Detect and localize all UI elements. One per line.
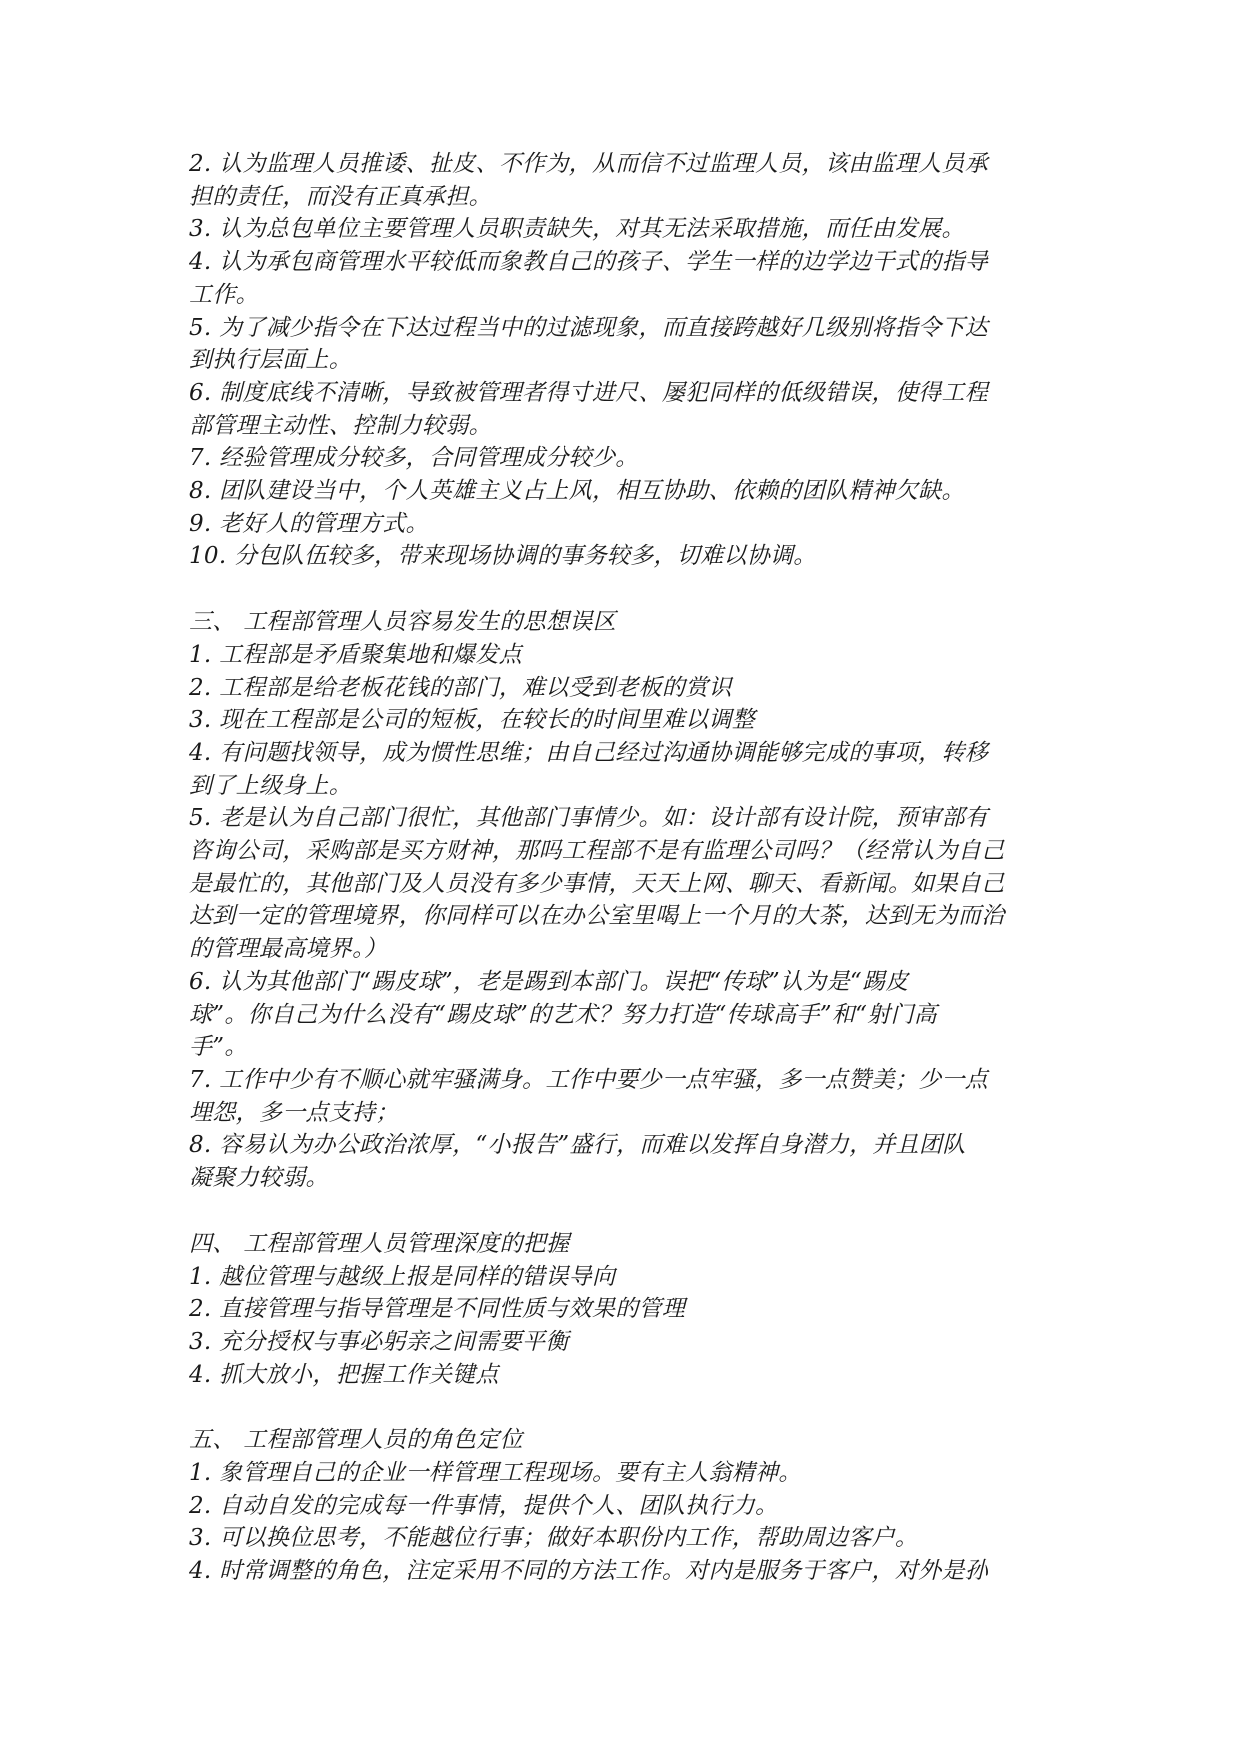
text-line: 2. 工程部是给老板花钱的部门，难以受到老板的赏识 bbox=[189, 674, 732, 701]
text-line: 1. 象管理自己的企业一样管理工程现场。要有主人翁精神。 bbox=[189, 1460, 802, 1487]
text-line: 达到一定的管理境界，你同样可以在办公室里喝上一个月的大茶，达到无为而治 bbox=[189, 903, 1005, 930]
text-line: 到执行层面上。 bbox=[189, 347, 353, 374]
paragraph-gap bbox=[189, 1195, 1059, 1228]
text-line: 部管理主动性、控制力较弱。 bbox=[189, 412, 492, 439]
text-line: 的管理最高境界。） bbox=[189, 936, 388, 963]
section-3 bbox=[189, 606, 1059, 1195]
text-line: 1. 越位管理与越级上报是同样的错误导向 bbox=[189, 1263, 616, 1290]
text-line: 是最忙的，其他部门及人员没有多少事情，天天上网、聊天、看新闻。如果自己 bbox=[189, 870, 1005, 897]
text-line: 3. 现在工程部是公司的短板，在较长的时间里难以调整 bbox=[189, 707, 756, 734]
text-line: 8. 容易认为办公政治浓厚，“小报告”盛行，而难以发挥自身潜力，并且团队 bbox=[189, 1132, 966, 1159]
paragraph-gap bbox=[189, 573, 1059, 606]
text-line: 5. 为了减少指令在下达过程当中的过滤现象，而直接跨越好几级别将指令下达 bbox=[189, 314, 989, 341]
text-line: 10. 分包队伍较多，带来现场协调的事务较多，切难以协调。 bbox=[189, 543, 817, 570]
paragraph-gap bbox=[189, 1391, 1059, 1424]
text-line: 2. 直接管理与指导管理是不同性质与效果的管理 bbox=[189, 1296, 686, 1323]
text-line: 7. 经验管理成分较多，合同管理成分较少。 bbox=[189, 445, 639, 472]
text-line: 4. 抓大放小，把握工作关键点 bbox=[189, 1361, 499, 1388]
text-line: 4. 时常调整的角色，注定采用不同的方法工作。对内是服务于客户，对外是孙 bbox=[189, 1558, 989, 1585]
section-heading: 四、 工程部管理人员管理深度的把握 bbox=[189, 1230, 570, 1257]
text-line: 凝聚力较弱。 bbox=[189, 1165, 329, 1192]
section-4 bbox=[189, 1228, 1059, 1392]
section-heading: 五、 工程部管理人员的角色定位 bbox=[189, 1427, 523, 1454]
document-page bbox=[189, 148, 1059, 1588]
text-line: 6. 制度底线不清晰，导致被管理者得寸进尺、屡犯同样的低级错误，使得工程 bbox=[189, 379, 989, 406]
text-line: 咨询公司，采购部是买方财神，那吗工程部不是有监理公司吗？（经常认为自己 bbox=[189, 838, 1005, 865]
text-line: 工作。 bbox=[189, 281, 259, 308]
text-line: 7. 工作中少有不顺心就牢骚满身。工作中要少一点牢骚，多一点赞美；少一点 bbox=[189, 1066, 989, 1093]
text-line: 埋怨，多一点支持； bbox=[189, 1099, 399, 1126]
text-line: 1. 工程部是矛盾聚集地和爆发点 bbox=[189, 641, 523, 668]
text-line: 4. 认为承包商管理水平较低而象教自己的孩子、学生一样的边学边干式的指导 bbox=[189, 249, 989, 276]
text-line: 3. 充分授权与事必躬亲之间需要平衡 bbox=[189, 1328, 569, 1355]
text-line: 3. 认为总包单位主要管理人员职责缺失，对其无法采取措施，而任由发展。 bbox=[189, 216, 965, 243]
text-line: 3. 可以换位思考，不能越位行事；做好本职份内工作，帮助周边客户。 bbox=[189, 1525, 919, 1552]
text-line: 担的责任，而没有正真承担。 bbox=[189, 183, 492, 210]
text-line: 6. 认为其他部门“踢皮球”，老是踢到本部门。误把“传球”认为是“踢皮 bbox=[189, 968, 909, 995]
text-line: 手”。 bbox=[189, 1034, 248, 1061]
text-line: 9. 老好人的管理方式。 bbox=[189, 510, 429, 537]
text-line: 球”。你自己为什么没有“踢皮球”的艺术？努力打造“传球高手”和“射门高 bbox=[189, 1001, 938, 1028]
text-line: 5. 老是认为自己部门很忙，其他部门事情少。如：设计部有设计院，预审部有 bbox=[189, 805, 989, 832]
text-line: 4. 有问题找领导，成为惯性思维；由自己经过沟通协调能够完成的事项，转移 bbox=[189, 739, 989, 766]
text-line: 2. 自动自发的完成每一件事情，提供个人、团队执行力。 bbox=[189, 1492, 779, 1519]
text-line: 2. 认为监理人员推诿、扯皮、不作为，从而信不过监理人员，该由监理人员承 bbox=[189, 151, 989, 177]
section-2-tail bbox=[189, 148, 1059, 573]
text-line: 8. 团队建设当中，个人英雄主义占上风，相互协助、依赖的团队精神欠缺。 bbox=[189, 478, 965, 505]
section-5 bbox=[189, 1424, 1059, 1588]
section-heading: 三、 工程部管理人员容易发生的思想误区 bbox=[189, 609, 617, 636]
text-line: 到了上级身上。 bbox=[189, 772, 353, 799]
